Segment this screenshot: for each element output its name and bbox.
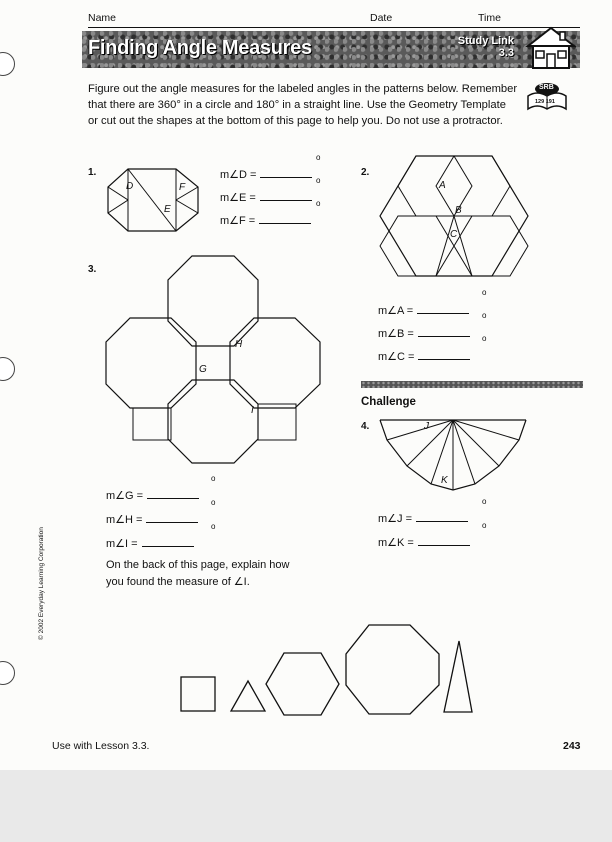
srb-pages: 129 191 — [535, 99, 555, 105]
footer-lesson: Use with Lesson 3.3. — [52, 740, 150, 752]
degree-C: o — [482, 334, 487, 343]
cutout-triangle — [231, 681, 265, 711]
answer-H-blank[interactable] — [146, 512, 198, 523]
srb-label: SRB — [539, 84, 554, 91]
degree-E: o — [316, 176, 321, 185]
header-rule — [88, 27, 580, 28]
answer-G — [106, 488, 199, 502]
problem-1-number: 1. — [88, 167, 97, 178]
answer-B-blank[interactable] — [418, 326, 470, 337]
challenge-divider — [361, 381, 583, 388]
answer-E-blank[interactable] — [260, 190, 312, 201]
answer-K — [378, 535, 470, 549]
label-B: B — [455, 205, 462, 216]
instructions: Figure out the angle measures for the labeled angles in the patterns below. Remember that there are 360° in a circle and 180° in a straight line. Use the Geometry Template or cut out the shapes at the bottom of this page to help you. Do not use a protractor. — [88, 83, 518, 127]
answer-E-label: m∠E = — [220, 192, 256, 204]
degree-A: o — [482, 288, 487, 297]
degree-B: o — [482, 311, 487, 320]
answer-B-label: m∠B = — [378, 328, 414, 340]
date-label: Date — [370, 12, 393, 24]
answer-A-blank[interactable] — [417, 303, 469, 314]
answer-B — [378, 326, 470, 340]
answer-A-label: m∠A = — [378, 305, 414, 317]
answer-G-label: m∠G = — [106, 490, 144, 502]
answer-E — [220, 190, 312, 204]
problem-2-number: 2. — [361, 167, 370, 178]
answer-K-label: m∠K = — [378, 537, 414, 549]
follow-up-line-2: you found the measure of ∠I. — [106, 576, 250, 588]
cutout-isosceles-triangle — [444, 641, 472, 712]
answer-J-blank[interactable] — [416, 511, 468, 522]
cutout-shapes — [178, 622, 478, 718]
binder-hole-top — [0, 52, 15, 76]
answer-J-label: m∠J = — [378, 513, 413, 525]
degree-H: o — [211, 498, 216, 507]
answer-H-label: m∠H = — [106, 514, 143, 526]
answer-I — [106, 536, 194, 550]
answer-J — [378, 511, 468, 525]
label-J: J — [424, 421, 429, 432]
page-number: 243 — [563, 740, 581, 752]
title-banner — [82, 31, 580, 68]
cutout-hexagon — [266, 653, 339, 715]
label-E: E — [164, 204, 171, 215]
degree-J: o — [482, 497, 487, 506]
binder-hole-middle — [0, 357, 15, 381]
time-label: Time — [478, 12, 501, 24]
answer-F-label: m∠F = — [220, 215, 256, 227]
follow-up-line-1: On the back of this page, explain how — [106, 559, 290, 571]
cutout-octagon — [346, 625, 439, 714]
problem-4-half-decagon-figure — [378, 416, 528, 494]
binder-hole-bottom — [0, 661, 15, 685]
answer-D — [220, 167, 312, 181]
problem-4-number: 4. — [361, 421, 370, 432]
challenge-heading: Challenge — [361, 396, 416, 408]
answer-F — [220, 213, 311, 227]
study-link-text: Study Link — [457, 35, 514, 47]
answer-F-blank[interactable] — [259, 213, 311, 224]
degree-G: o — [211, 474, 216, 483]
copyright: © 2002 Everyday Learning Corporation — [38, 527, 45, 640]
answer-K-blank[interactable] — [418, 535, 470, 546]
label-I: I — [251, 405, 254, 416]
degree-K: o — [482, 521, 487, 530]
label-D: D — [126, 181, 134, 192]
answer-I-blank[interactable] — [142, 536, 194, 547]
scan-margin — [0, 770, 612, 842]
problem-3-octagon-square-pattern — [104, 254, 322, 466]
study-link-label — [458, 35, 514, 59]
answer-C-label: m∠C = — [378, 351, 415, 363]
problem-3-number: 3. — [88, 264, 97, 275]
answer-G-blank[interactable] — [147, 488, 199, 499]
label-A: A — [439, 180, 446, 191]
label-G: G — [199, 364, 207, 375]
house-icon — [522, 24, 580, 72]
answer-D-blank[interactable] — [260, 167, 312, 178]
name-label: Name — [88, 12, 117, 24]
problem-1-octagon-figure — [104, 163, 204, 235]
label-K: K — [441, 475, 448, 486]
label-F: F — [179, 182, 186, 193]
study-link-number: 3.3 — [498, 47, 514, 59]
degree-D: o — [316, 153, 321, 162]
answer-A — [378, 303, 469, 317]
answer-C-blank[interactable] — [418, 349, 470, 360]
answer-D-label: m∠D = — [220, 169, 257, 181]
degree-F: o — [316, 199, 321, 208]
degree-I: o — [211, 522, 216, 531]
answer-I-label: m∠I = — [106, 538, 138, 550]
cutout-square — [181, 677, 215, 711]
problem-2-hexagon-pattern — [378, 154, 530, 280]
page-title: Finding Angle Measures — [88, 37, 312, 59]
answer-H — [106, 512, 198, 526]
answer-C — [378, 349, 470, 363]
label-H: H — [235, 339, 243, 350]
label-C: C — [450, 229, 458, 240]
